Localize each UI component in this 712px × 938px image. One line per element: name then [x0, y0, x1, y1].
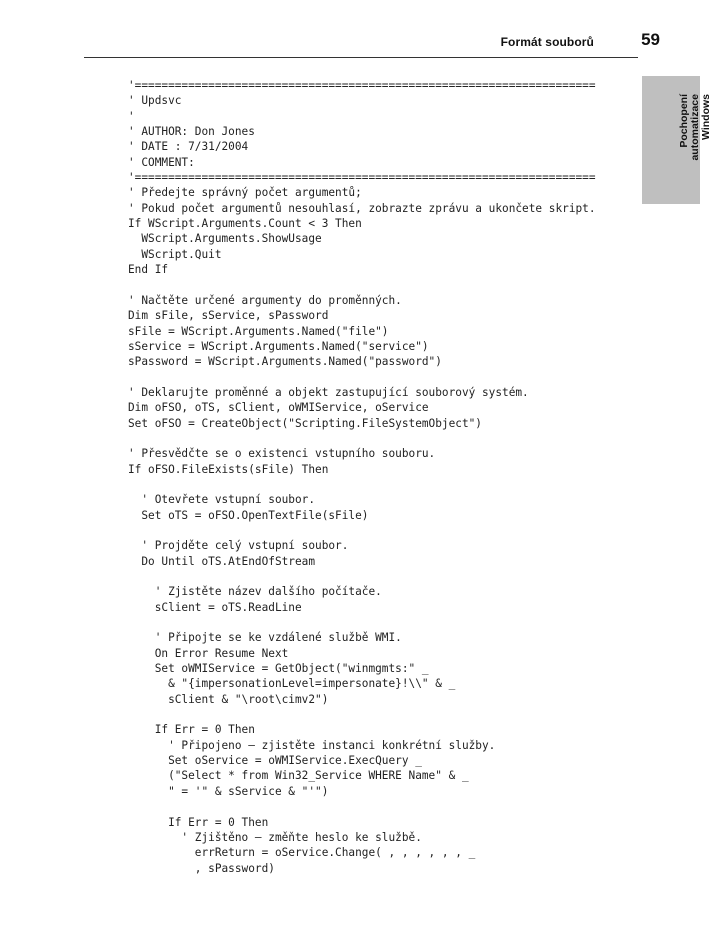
code-line: ' Otevřete vstupní soubor.: [128, 493, 316, 507]
code-line: If WScript.Arguments.Count < 3 Then: [128, 217, 362, 231]
code-line: & "{impersonationLevel=impersonate}!\\" & _: [128, 677, 456, 691]
code-line: ' Updsvc: [128, 94, 182, 108]
chapter-side-tab-label: [679, 94, 712, 204]
side-tab-line: Windows: [700, 94, 712, 140]
code-line: If Err = 0 Then: [128, 815, 269, 829]
code-line: On Error Resume Next: [128, 646, 289, 660]
code-line: ' Pokud počet argumentů nesouhlasí, zobrazte zprávu a ukončete skript.: [128, 201, 596, 215]
code-line: [128, 370, 633, 385]
code-line: ' Deklarujte proměnné a objekt zastupující souborový systém.: [128, 385, 529, 399]
code-line: Set oService = oWMIService.ExecQuery _: [128, 754, 422, 768]
code-line: If oFSO.FileExists(sFile) Then: [128, 462, 329, 476]
code-line: [128, 707, 633, 722]
code-line: " = '" & sService & "'"): [128, 784, 329, 798]
code-line: sPassword = WScript.Arguments.Named("password"): [128, 355, 442, 369]
side-tab-line: automatizace: [689, 94, 701, 161]
code-line: [128, 477, 633, 492]
page-number: 59: [641, 30, 660, 49]
code-line: sClient = oTS.ReadLine: [128, 600, 302, 614]
code-line: '=====================================================================: [128, 171, 596, 185]
code-line: ' Zjistěte název dalšího počítače.: [128, 585, 382, 599]
code-line: WScript.Arguments.ShowUsage: [128, 232, 322, 246]
code-line: ' Připojeno – zjistěte instanci konkrétní služby.: [128, 738, 496, 752]
code-line: Dim sFile, sService, sPassword: [128, 309, 329, 323]
code-line: [128, 615, 633, 630]
code-line: errReturn = oService.Change( , , , , , , _: [128, 846, 476, 860]
code-line: [128, 431, 633, 446]
code-line: If Err = 0 Then: [128, 723, 255, 737]
code-listing: [128, 78, 633, 876]
code-line: [128, 569, 633, 584]
code-line: ' Připojte se ke vzdálené službě WMI.: [128, 631, 402, 645]
code-line: ' Předejte správný počet argumentů;: [128, 186, 362, 200]
code-line: ' Načtěte určené argumenty do proměnných.: [128, 293, 402, 307]
code-line: ': [128, 109, 135, 123]
code-line: ' AUTHOR: Don Jones: [128, 125, 255, 139]
code-line: Set oWMIService = GetObject("winmgmts:" _: [128, 662, 429, 676]
code-line: [128, 523, 633, 538]
code-line: sClient & "\root\cimv2"): [128, 692, 329, 706]
code-line: [128, 799, 633, 814]
code-line: ("Select * from Win32_Service WHERE Name" & _: [128, 769, 469, 783]
code-line: [128, 277, 633, 292]
code-line: Set oFSO = CreateObject("Scripting.FileSystemObject"): [128, 416, 482, 430]
header-divider: [84, 57, 638, 58]
code-line: ' DATE : 7/31/2004: [128, 140, 249, 154]
code-line: sFile = WScript.Arguments.Named("file"): [128, 324, 389, 338]
code-line: ' Projděte celý vstupní soubor.: [128, 539, 349, 553]
code-line: ' Zjištěno – změňte heslo ke službě.: [128, 830, 422, 844]
code-line: ' COMMENT:: [128, 155, 195, 169]
side-tab-line: Pochopení: [678, 94, 690, 148]
code-line: End If: [128, 263, 169, 277]
code-line: ' Přesvědčte se o existenci vstupního souboru.: [128, 447, 436, 461]
code-line: Dim oFSO, oTS, sClient, oWMIService, oService: [128, 401, 429, 415]
code-line: Set oTS = oFSO.OpenTextFile(sFile): [128, 508, 369, 522]
chapter-side-tab: [642, 76, 712, 204]
code-line: '=====================================================================: [128, 79, 596, 92]
code-line: sService = WScript.Arguments.Named("service"): [128, 339, 429, 353]
code-line: WScript.Quit: [128, 247, 222, 261]
running-header-title: Formát souborů: [500, 35, 594, 49]
code-line: Do Until oTS.AtEndOfStream: [128, 554, 316, 568]
code-line: , sPassword): [128, 861, 275, 875]
